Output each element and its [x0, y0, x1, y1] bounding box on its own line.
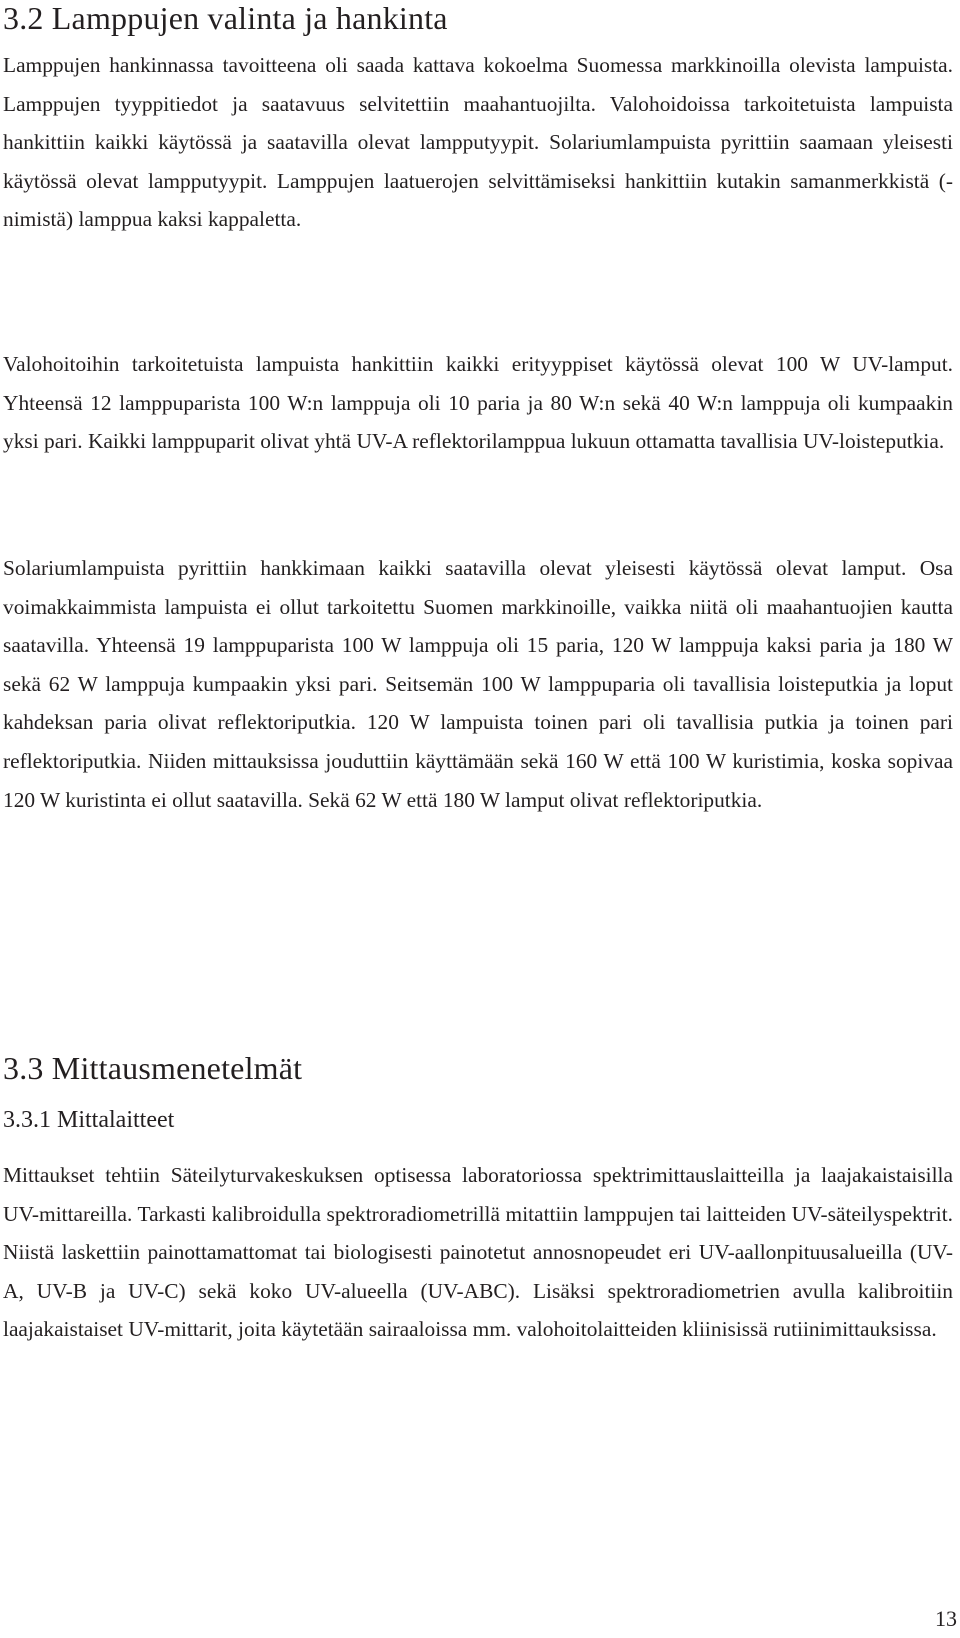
page-number: 13	[935, 1606, 957, 1631]
subsection-3-3-1-paragraph: Mittaukset tehtiin Säteilyturvakeskuksen optisessa laboratoriossa spektrimittauslaitteilla ja laajakaistaisilla UV-mittareilla. Tarkasti kalibroidulla spektroradiometrillä mitattiin lamppujen tai laitteiden UV-säteilyspektrit. Niistä laskettiin painottamattomat tai biologisesti painotetut annosnopeudet eri UV-aallonpituusalueilla (UV-A, UV-B ja UV-C) sekä koko UV-alueella (UV-ABC). Lisäksi spektroradiometrien avulla kalibroitiin laajakaistaiset UV-mittarit, joita käytetään sairaaloissa mm. valohoitolaitteiden kliinisissä rutiinimittauksissa.	[3, 1163, 953, 1342]
section-3-3-heading: 3.3 Mittausmenetelmät	[3, 1050, 303, 1086]
section-3-2-paragraph-3: Solariumlampuista pyrittiin hankkimaan kaikki saatavilla olevat yleisesti käytössä olevat lamput. Osa voimakkaimmista lampuista ei ollut tarkoitettu Suomen markkinoille, vaikka niitä oli maahantuojien kautta saatavilla. Yhteensä 19 lamppuparista 100 W lamppuja oli 15 paria, 120 W lamppuja kaksi paria ja 180 W sekä 62 W lamppuja kumpaakin yksi pari. Seitsemän 100 W lamppuparia oli tavallisia loisteputkia ja loput kahdeksan paria olivat reflektoriputkia. 120 W lampuista toinen pari oli tavallisia putkia ja toinen pari reflektoriputkia. Niiden mittauksissa jouduttiin käyttämään sekä 160 W että 100 W kuristimia, koska sopivaa 120 W kuristinta ei ollut saatavilla. Sekä 62 W että 180 W lamput olivat reflektoriputkia.	[3, 556, 953, 812]
section-3-2-paragraph-2: Valohoitoihin tarkoitetuista lampuista hankittiin kaikki erityyppiset käytössä olevat 100 W UV-lamput. Yhteensä 12 lamppuparista 100 W:n lamppuja oli 10 paria ja 80 W:n sekä 40 W:n lamppuja oli kumpaakin yksi pari. Kaikki lamppuparit olivat yhtä UV-A reflektorilamppua lukuun ottamatta tavallisia UV-loisteputkia.	[3, 352, 953, 454]
subsection-3-3-1-heading: 3.3.1 Mittalaitteet	[3, 1107, 175, 1133]
section-3-2-heading: 3.2 Lamppujen valinta ja hankinta	[3, 0, 448, 36]
section-3-2-paragraph-1: Lamppujen hankinnassa tavoitteena oli saada kattava kokoelma Suomessa markkinoilla olevista lampuista. Lamppujen tyyppitiedot ja saatavuus selvitettiin maahantuojilta. Valohoidoissa tarkoitetuista lampuista hankittiin kaikki käytössä ja saatavilla olevat lampputyypit. Solariumlampuista pyrittiin saamaan yleisesti käytössä olevat lampputyypit. Lamppujen laatuerojen selvittämiseksi hankittiin kutakin samanmerkkistä (-nimistä) lamppua kaksi kappaletta.	[3, 53, 953, 232]
